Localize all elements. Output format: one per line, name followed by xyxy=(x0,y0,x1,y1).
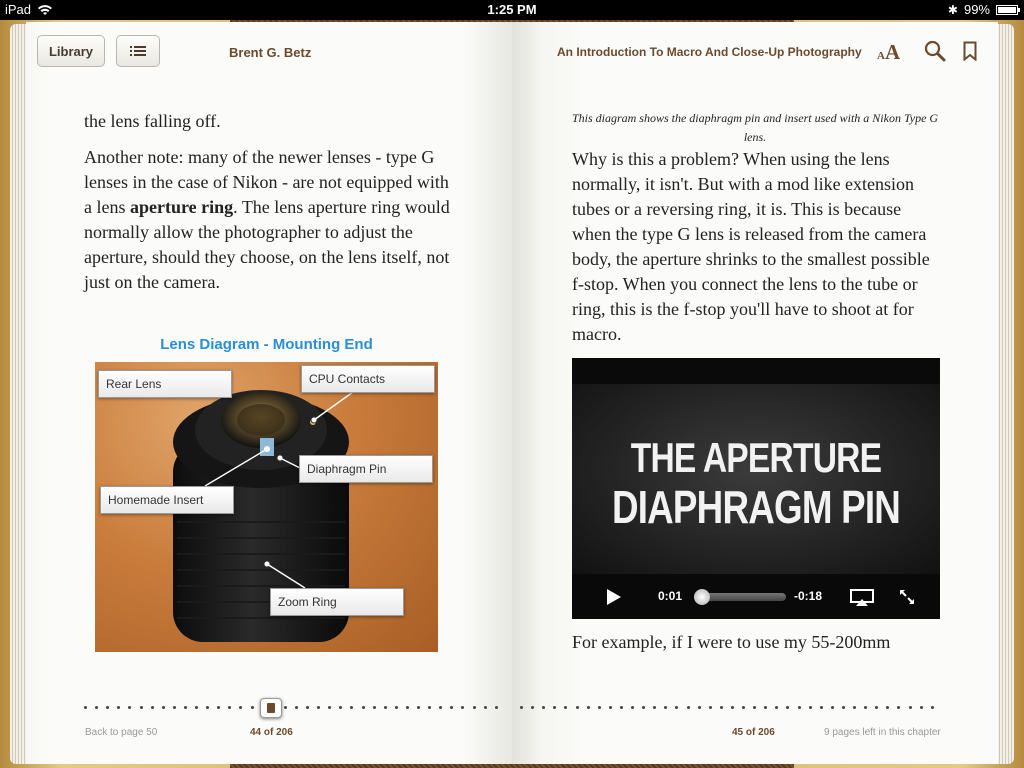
device-name: iPad xyxy=(5,2,32,17)
page-scrubber-dot[interactable] xyxy=(798,706,801,709)
right-page-text xyxy=(572,147,932,358)
page-scrubber-dot[interactable] xyxy=(251,706,254,709)
page-scrubber-dot[interactable] xyxy=(620,706,623,709)
callout-diaphragm-pin: Diaphragm Pin xyxy=(299,455,433,483)
page-scrubber-dot[interactable] xyxy=(564,706,567,709)
status-time: 1:25 PM xyxy=(487,2,537,17)
page-scrubber-dot[interactable] xyxy=(306,706,309,709)
page-scrubber-dot[interactable] xyxy=(239,706,242,709)
page-scrubber-dot[interactable] xyxy=(687,706,690,709)
page-scrubber-dot[interactable] xyxy=(328,706,331,709)
page-scrubber-dot[interactable] xyxy=(373,706,376,709)
bluetooth-icon: ✱ xyxy=(947,2,958,17)
page-scrubber-dot[interactable] xyxy=(875,706,878,709)
page-scrubber-dot[interactable] xyxy=(720,706,723,709)
page-scrubber-dot[interactable] xyxy=(587,706,590,709)
page-scrubber-dot[interactable] xyxy=(920,706,923,709)
page-scrubber-dot[interactable] xyxy=(195,706,198,709)
page-scrubber-dot[interactable] xyxy=(339,706,342,709)
page-scrubber-dot[interactable] xyxy=(842,706,845,709)
page-scrubber-dot[interactable] xyxy=(709,706,712,709)
page-scrubber-dot[interactable] xyxy=(786,706,789,709)
page-scrubber-dot[interactable] xyxy=(931,706,934,709)
video-controls xyxy=(572,575,940,619)
left-page-text xyxy=(84,109,454,306)
figure-title: Lens Diagram - Mounting End xyxy=(160,336,373,353)
page-scrubber-dot[interactable] xyxy=(395,706,398,709)
book-title: An Introduction To Macro And Close-Up Photography xyxy=(557,45,862,59)
page-scrubber-dot[interactable] xyxy=(173,706,176,709)
page-scrubber-dot[interactable] xyxy=(542,706,545,709)
bold-term: aperture ring xyxy=(129,197,234,217)
page-scrubber-marker[interactable] xyxy=(260,698,282,718)
table-of-contents-button[interactable] xyxy=(116,35,160,67)
video-remaining-time: -0:18 xyxy=(794,589,823,603)
pages-left-in-chapter: 9 pages left in this chapter xyxy=(824,727,941,738)
play-icon[interactable] xyxy=(606,588,622,606)
figure-caption: This diagram shows the diaphragm pin and insert used with a Nikon Type G lens. xyxy=(571,111,939,144)
page-scrubber-dot[interactable] xyxy=(140,706,143,709)
page-scrubber-dot[interactable] xyxy=(484,706,487,709)
page-scrubber-dot[interactable] xyxy=(461,706,464,709)
page-scrubber-dot[interactable] xyxy=(531,706,534,709)
page-scrubber-dot[interactable] xyxy=(450,706,453,709)
paragraph: Why is this a problem? When using the lens normally, it isn't. But with a mod like extension tubes or a reversing ring, it is. This is because when the type G lens is released from the camera body, the aperture shrinks to the smallest possible f-stop. When you connect the lens to the tube or ring, this is the f-stop you'll have to shoot at for macro. xyxy=(572,149,930,344)
font-large-icon: A xyxy=(884,40,901,64)
callout-cpu-contacts: CPU Contacts xyxy=(301,365,435,393)
left-page-number: 44 of 206 xyxy=(250,727,293,738)
callout-rear-lens: Rear Lens xyxy=(98,370,232,398)
page-scrubber-dot[interactable] xyxy=(217,706,220,709)
fullscreen-icon[interactable] xyxy=(899,589,915,605)
callout-homemade-insert: Homemade Insert xyxy=(100,486,234,514)
video-elapsed-time: 0:01 xyxy=(658,589,683,603)
page-scrubber-dot[interactable] xyxy=(106,706,109,709)
page-scrubber-dot[interactable] xyxy=(742,706,745,709)
page-scrubber-dot[interactable] xyxy=(162,706,165,709)
page-scrubber-dot[interactable] xyxy=(362,706,365,709)
page-scrubber-dot[interactable] xyxy=(295,706,298,709)
page-scrubber-dot[interactable] xyxy=(576,706,579,709)
airplay-icon[interactable] xyxy=(850,589,874,607)
page-scrubber-dot[interactable] xyxy=(809,706,812,709)
page-scrubber-dot[interactable] xyxy=(831,706,834,709)
page-scrubber-dot[interactable] xyxy=(151,706,154,709)
page-scrubber-dot[interactable] xyxy=(886,706,889,709)
page-scrubber-dot[interactable] xyxy=(653,706,656,709)
page-scrubber-dot[interactable] xyxy=(417,706,420,709)
page-scrubber-right[interactable] xyxy=(520,706,942,710)
page-scrubber-dot[interactable] xyxy=(350,706,353,709)
video-player[interactable] xyxy=(572,358,940,619)
page-scrubber-dot[interactable] xyxy=(84,706,87,709)
paragraph: the lens falling off. xyxy=(84,111,221,131)
page-scrubber-dot[interactable] xyxy=(473,706,476,709)
page-scrubber-dot[interactable] xyxy=(609,706,612,709)
callout-zoom-ring: Zoom Ring xyxy=(270,588,404,616)
page-scrubber-dot[interactable] xyxy=(698,706,701,709)
page-scrubber-dot[interactable] xyxy=(864,706,867,709)
page-scrubber-dot[interactable] xyxy=(753,706,756,709)
page-scrubber-dot[interactable] xyxy=(284,706,287,709)
font-small-icon: A xyxy=(877,50,885,62)
author-name: Brent G. Betz xyxy=(229,45,312,60)
right-page-number: 45 of 206 xyxy=(732,727,775,738)
video-scrub-knob[interactable] xyxy=(694,589,710,605)
page-scrubber-dot[interactable] xyxy=(675,706,678,709)
page-scrubber-dot[interactable] xyxy=(495,706,498,709)
lens-diagram-image[interactable] xyxy=(95,362,438,652)
page-scrubber-dot[interactable] xyxy=(384,706,387,709)
page-scrubber-dot[interactable] xyxy=(853,706,856,709)
page-scrubber-dot[interactable] xyxy=(406,706,409,709)
page-scrubber-dot[interactable] xyxy=(95,706,98,709)
page-scrubber-dot[interactable] xyxy=(228,706,231,709)
list-icon xyxy=(130,45,146,57)
paragraph: For example, if I were to use my 55-200mm xyxy=(572,632,891,652)
page-scrubber-dot[interactable] xyxy=(664,706,667,709)
page-scrubber-dot[interactable] xyxy=(731,706,734,709)
page-scrubber-dot[interactable] xyxy=(128,706,131,709)
page-scrubber-dot[interactable] xyxy=(598,706,601,709)
status-bar xyxy=(0,0,1024,20)
battery-icon xyxy=(996,5,1018,15)
page-scrubber-dot[interactable] xyxy=(631,706,634,709)
video-title-line2: DIAPHRAGM PIN xyxy=(611,481,901,533)
video-title-line1: THE APERTURE xyxy=(630,434,882,481)
page-scrubber-dot[interactable] xyxy=(520,706,523,709)
page-scrubber-dot[interactable] xyxy=(206,706,209,709)
page-scrubber-dot[interactable] xyxy=(897,706,900,709)
font-size-button[interactable] xyxy=(877,40,900,65)
page-scrubber-dot[interactable] xyxy=(909,706,912,709)
library-button[interactable]: Library xyxy=(37,35,105,67)
page-scrubber-dot[interactable] xyxy=(553,706,556,709)
battery-percent: 99% xyxy=(963,2,990,17)
page-stack-right xyxy=(996,24,1014,764)
bookmark-icon[interactable] xyxy=(963,41,977,61)
page-scrubber-dot[interactable] xyxy=(428,706,431,709)
search-icon[interactable] xyxy=(924,40,946,62)
page-scrubber-dot[interactable] xyxy=(117,706,120,709)
page-scrubber-dot[interactable] xyxy=(439,706,442,709)
right-page-text-bottom xyxy=(572,630,942,666)
page-scrubber-dot[interactable] xyxy=(764,706,767,709)
back-to-page-link[interactable]: Back to page 50 xyxy=(85,727,158,738)
page-scrubber-dot[interactable] xyxy=(820,706,823,709)
page-scrubber-left[interactable] xyxy=(84,706,504,710)
page-scrubber-dot[interactable] xyxy=(317,706,320,709)
paragraph: Another note: many of the newer lenses - type G lenses in the case of Nikon - are not equipped with a lens aperture ring. The lens aperture ring would normally allow the photographer to adjust the aperture, should they choose, on the lens itself, not just on the camera. xyxy=(84,147,450,292)
page-scrubber-dot[interactable] xyxy=(775,706,778,709)
page-scrubber-dot[interactable] xyxy=(642,706,645,709)
page-scrubber-dot[interactable] xyxy=(184,706,187,709)
